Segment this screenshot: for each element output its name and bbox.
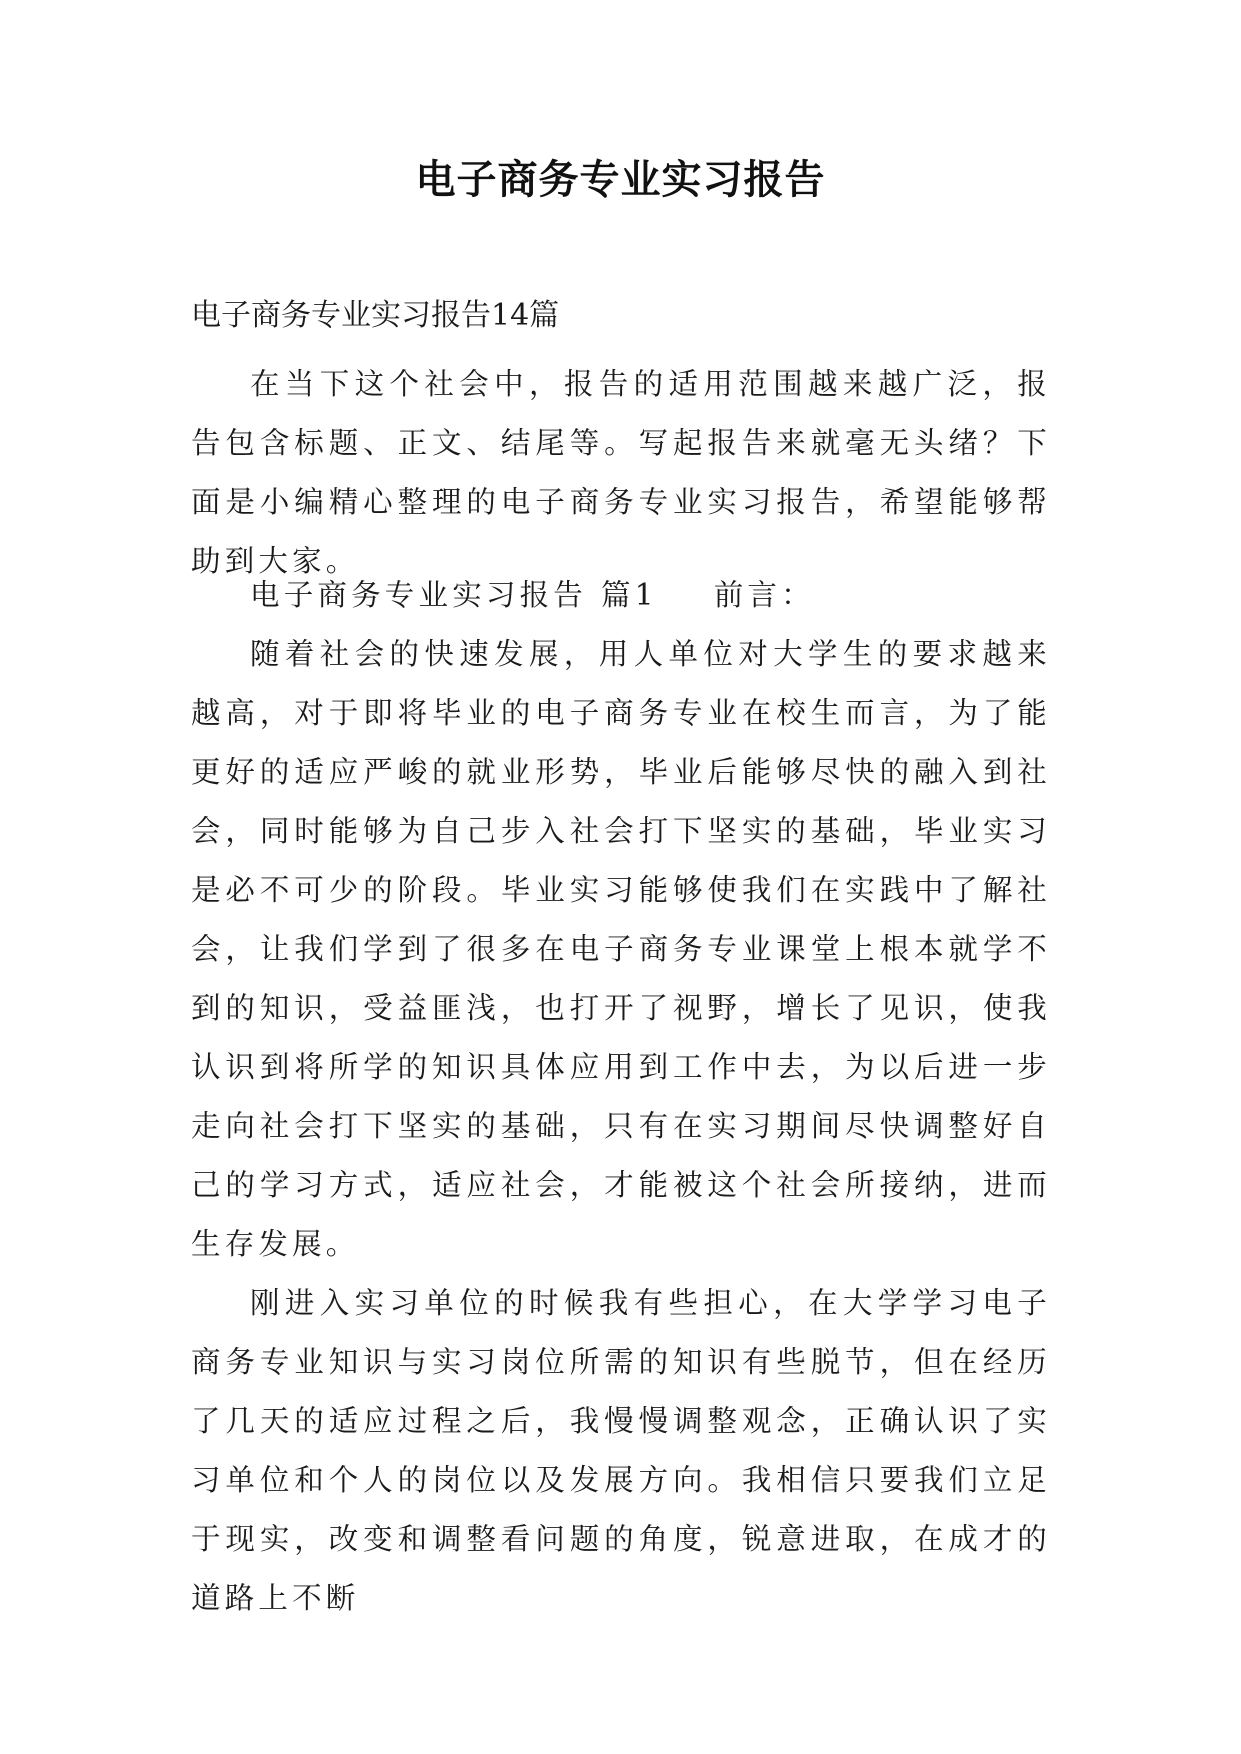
section-label: 前言： <box>713 578 815 612</box>
main-body <box>191 566 1051 1628</box>
body-paragraph-1: 随着社会的快速发展，用人单位对大学生的要求越来越高，对于即将毕业的电子商务专业在校生而言，为了能更好的适应严峻的就业形势，毕业后能够尽快的融入到社会，同时能够为自己步入社会打下坚实的基础，毕业实习是必不可少的阶段。毕业实习能够使我们在实践中了解社会，让我们学到了很多在电子商务专业课堂上根本就学不到的知识，受益匪浅，也打开了视野，增长了见识，使我认识到将所学的知识具体应用到工作中去，为以后进一步走向社会打下坚实的基础，只有在实习期间尽快调整好自己的学习方式，适应社会，才能被这个社会所接纳，进而生存发展。 <box>191 637 1051 1261</box>
section-heading <box>191 566 1051 625</box>
intro-paragraph: 在当下这个社会中，报告的适用范围越来越广泛，报告包含标题、正文、结尾等。写起报告来就毫无头绪？下面是小编精心整理的电子商务专业实习报告，希望能够帮助到大家。 <box>191 367 1051 578</box>
section-number: 篇1 <box>601 578 658 612</box>
document-title: 电子商务专业实习报告 <box>415 156 826 203</box>
document-subtitle: 电子商务专业实习报告14篇 <box>191 298 560 333</box>
section-title: 电子商务专业实习报告 <box>250 578 588 612</box>
intro-block <box>191 355 1051 591</box>
body-paragraph-2: 刚进入实习单位的时候我有些担心，在大学学习电子商务专业知识与实习岗位所需的知识有些脱节，但在经历了几天的适应过程之后，我慢慢调整观念，正确认识了实习单位和个人的岗位以及发展方向。我相信只要我们立足于现实，改变和调整看问题的角度，锐意进取，在成才的道路上不断 <box>191 1286 1051 1615</box>
